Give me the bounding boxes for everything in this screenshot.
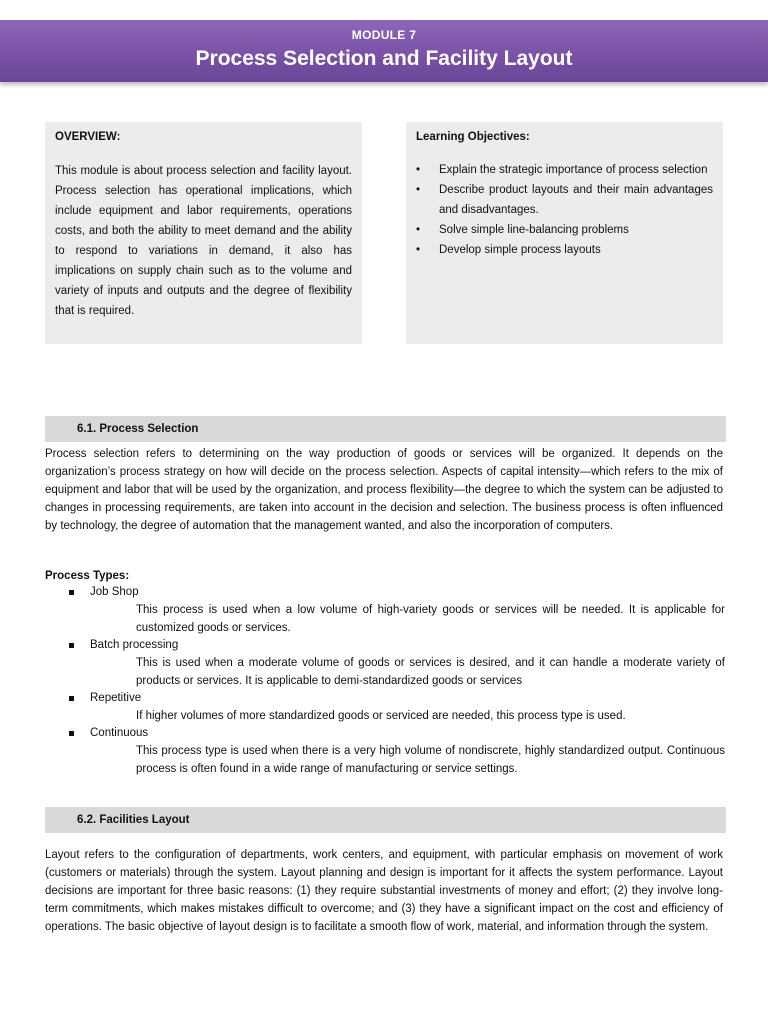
objective-text: Solve simple line-balancing problems: [439, 224, 629, 236]
process-type-description: This process is used when a low volume of high-variety goods or services will be needed. It is applicable for customized goods or services.: [136, 604, 725, 634]
process-type-name: Batch processing: [90, 639, 179, 651]
section-heading-facilities-layout: 6.2. Facilities Layout: [45, 807, 726, 833]
page-title: Process Selection and Facility Layout: [195, 47, 573, 70]
process-type-description: This process type is used when there is a very high volume of nondiscrete, highly standardized output. Continuous process is often found in a wide range of manufacturing or service settings.: [136, 745, 725, 775]
list-item: [416, 180, 713, 220]
objective-text: Explain the strategic importance of process selection: [439, 164, 708, 176]
process-type-name: Job Shop: [90, 586, 139, 598]
process-type-description: This is used when a moderate volume of goods or services is desired, and it can handle a moderate variety of products or services. It is applicable to demi-standardized goods or services: [136, 657, 725, 687]
facilities-layout-paragraph: Layout refers to the configuration of departments, work centers, and equipment, with particular emphasis on movement of work (customers or materials) through the system. Layout planning and design is important for it affects the system performance. Layout decisions are important for three basic reasons: (1) they require substantial investments of money and effort; (2) they involve long-term commitments, which makes mistakes difficult to overcome; and (3) they have a significant impact on the cost and efficiency of operations. The basic objective of layout design is to facilitate a smooth flow of work, material, and information through the system.: [45, 849, 723, 933]
list-item: [45, 690, 725, 725]
square-bullet-icon: [69, 696, 74, 701]
process-type-description: If higher volumes of more standardized goods or serviced are needed, this process type is used.: [136, 710, 626, 722]
overview-box: [45, 122, 362, 344]
overview-heading: OVERVIEW:: [55, 131, 121, 143]
list-item: [416, 160, 713, 180]
bullet-icon: •: [416, 224, 421, 236]
overview-text: This module is about process selection and facility layout. Process selection has operational implications, which include equipment and labor requirements, operations costs, and both the ability to meet demand and the ability to respond to variations in demand, it also has implications on supply chain such as to the volume and variety of inputs and outputs and the degree of flexibility that is required.: [55, 165, 352, 317]
process-types-heading: Process Types:: [45, 570, 130, 582]
bullet-icon: •: [416, 164, 421, 176]
objectives-list: [416, 160, 713, 260]
list-item: [45, 725, 725, 778]
square-bullet-icon: [69, 643, 74, 648]
objective-text: Describe product layouts and their main advantages and disadvantages.: [439, 184, 713, 216]
objectives-heading: Learning Objectives:: [416, 131, 530, 143]
bullet-icon: •: [416, 244, 421, 256]
learning-objectives-box: [406, 122, 723, 344]
list-item: [45, 584, 725, 637]
process-selection-paragraph: Process selection refers to determining on the way production of goods or services will be organized. It depends on the organization’s process strategy on how will decide on the process selection. Aspects of capital intensity—which refers to the mix of equipment and labor that will be used by the organization, and process flexibility—the degree to which the system can be adjusted to changes in processing requirements, are taken into account in the decision and selection. The business process is often influenced by technology, the degree of automation that the management wanted, and also the incorporation of computers.: [45, 448, 723, 532]
list-item: [416, 220, 713, 240]
list-item: [416, 240, 713, 260]
square-bullet-icon: [69, 731, 74, 736]
module-number: MODULE 7: [351, 28, 417, 42]
square-bullet-icon: [69, 590, 74, 595]
objective-text: Develop simple process layouts: [439, 244, 601, 256]
section-heading-process-selection: 6.1. Process Selection: [45, 416, 726, 442]
module-banner: [0, 20, 768, 82]
list-item: [45, 637, 725, 690]
process-type-name: Continuous: [90, 727, 149, 739]
process-type-name: Repetitive: [90, 692, 142, 704]
bullet-icon: •: [416, 184, 421, 196]
process-types-list: [45, 568, 725, 778]
